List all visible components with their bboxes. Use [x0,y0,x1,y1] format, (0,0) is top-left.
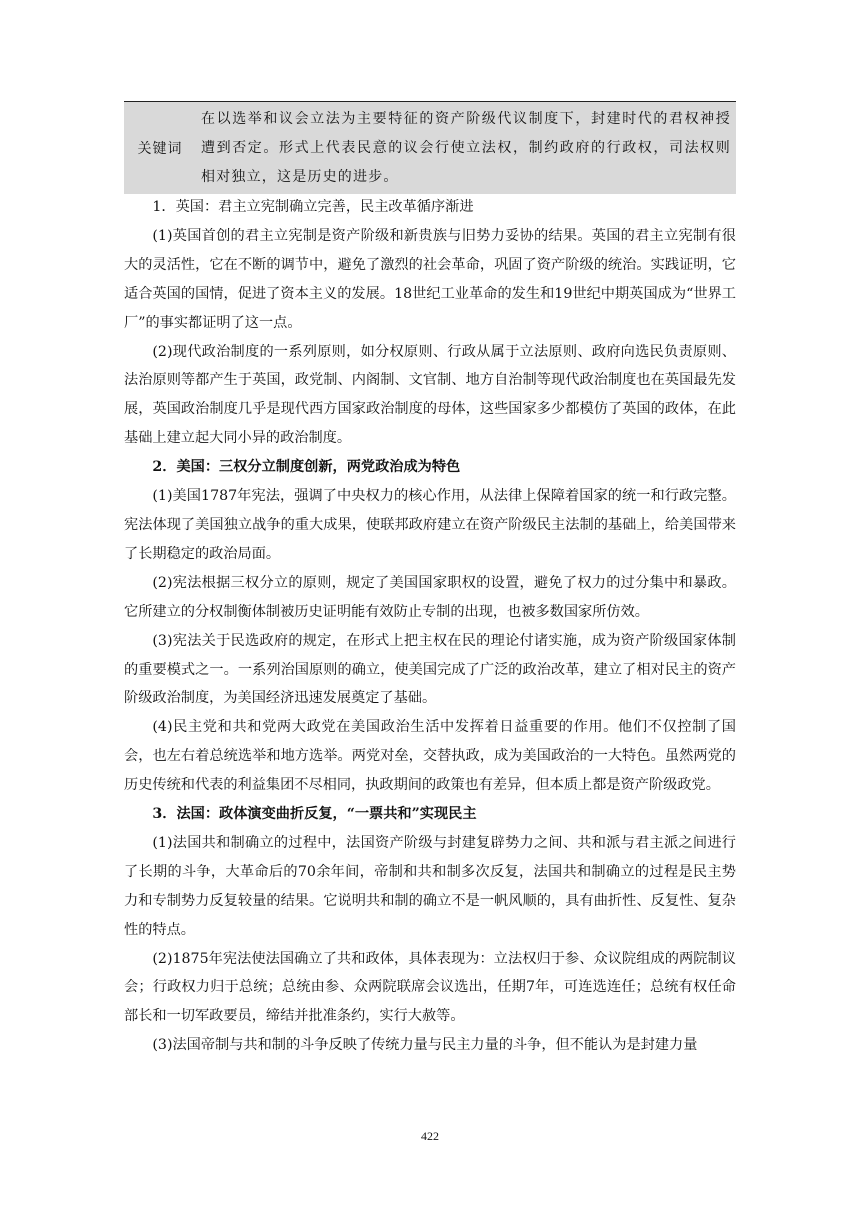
paragraph-france-1: (1)法国共和制确立的过程中，法国资产阶级与封建复辟势力之间、共和派与君主派之间进行了长期的斗争，大革命后的70余年间，帝制和共和制多次反复，法国共和制确立的过程是民主势力和专制势力反复较量的结果。它说明共和制的确立不是一帆风顺的，具有曲折性、反复性、复杂性的特点。 [124,834,736,938]
paragraph-us-1: (1)美国1787年宪法，强调了中央权力的核心作用，从法律上保障着国家的统一和行政完整。宪法体现了美国独立战争的重大成果，使联邦政府建立在资产阶级民主法制的基础上，给美国带来了长期稳定的政治局面。 [124,488,736,562]
paragraph-us-3: (3)宪法关于民选政府的规定，在形式上把主权在民的理论付诸实施，成为资产阶级国家体制的重要模式之一。一系列治国原则的确立，使美国完成了广泛的政治改革，建立了相对民主的资产阶级政治制度，为美国经济迅速发展奠定了基础。 [124,632,736,707]
paragraph-france-2: (2)1875年宪法使法国确立了共和政体，具体表现为：立法权归于参、众议院组成的两院制议会；行政权力归于总统；总统由参、众两院联席会议选出，任期7年，可连选连任；总统有权任命部长和一切军政要员，缔结并批准条约，实行大赦等。 [124,950,736,1025]
paragraph-us-2: (2)宪法根据三权分立的原则，规定了美国国家职权的设置，避免了权力的过分集中和暴政。它所建立的分权制衡体制被历史证明能有效防止专制的出现，也被多数国家所仿效。 [124,574,736,620]
page-number: 422 [421,1129,439,1143]
keyword-label: 关键词 [137,141,183,157]
paragraph-us-4: (4)民主党和共和党两大政党在美国政治生活中发挥着日益重要的作用。他们不仅控制了国会，也左右着总统选举和地方选举。两党对垒，交替执政，成为美国政治的一大特色。虽然两党的历史传统和代表的利益集团不尽相同，执政期间的政策也有差异，但本质上都是资产阶级政党。 [124,719,736,794]
keyword-box [124,101,736,194]
paragraph-uk-1: (1)英国首创的君主立宪制是资产阶级和新贵族与旧势力妥协的结果。英国的君主立宪制有很大的灵活性，它在不断的调节中，避免了激烈的社会革命，巩固了资产阶级的统治。实践证明，它适合英国的国情，促进了资本主义的发展。18世纪工业革命的发生和19世纪中期英国成为“世界工厂”的事实都证明了这一点。 [124,227,736,331]
section-heading-us: 2．美国：三权分立制度创新，两党政治成为特色 [152,459,461,476]
section-heading-france: 3．法国：政体演变曲折反复，“一票共和”实现民主 [152,806,477,823]
section-heading-uk: 1．英国：君主立宪制确立完善，民主改革循序渐进 [152,199,474,215]
keyword-text: 在以选举和议会立法为主要特征的资产阶级代议制度下，封建时代的君权神授遭到否定。形式上代表民意的议会行使立法权，制约政府的行政权，司法权则相对独立，这是历史的进步。 [201,111,731,185]
paragraph-uk-2: (2)现代政治制度的一系列原则，如分权原则、行政从属于立法原则、政府向选民负责原则、法治原则等都产生于英国，政党制、内阁制、文官制、地方自治制等现代政治制度也在英国最先发展，英国政治制度几乎是现代西方国家政治制度的母体，这些国家多少都模仿了英国的政体，在此基础上建立起大同小异的政治制度。 [124,343,736,447]
document-body [124,193,736,1060]
paragraph-france-3: (3)法国帝制与共和制的斗争反映了传统力量与民主力量的斗争，但不能认为是封建力量 [152,1037,698,1054]
